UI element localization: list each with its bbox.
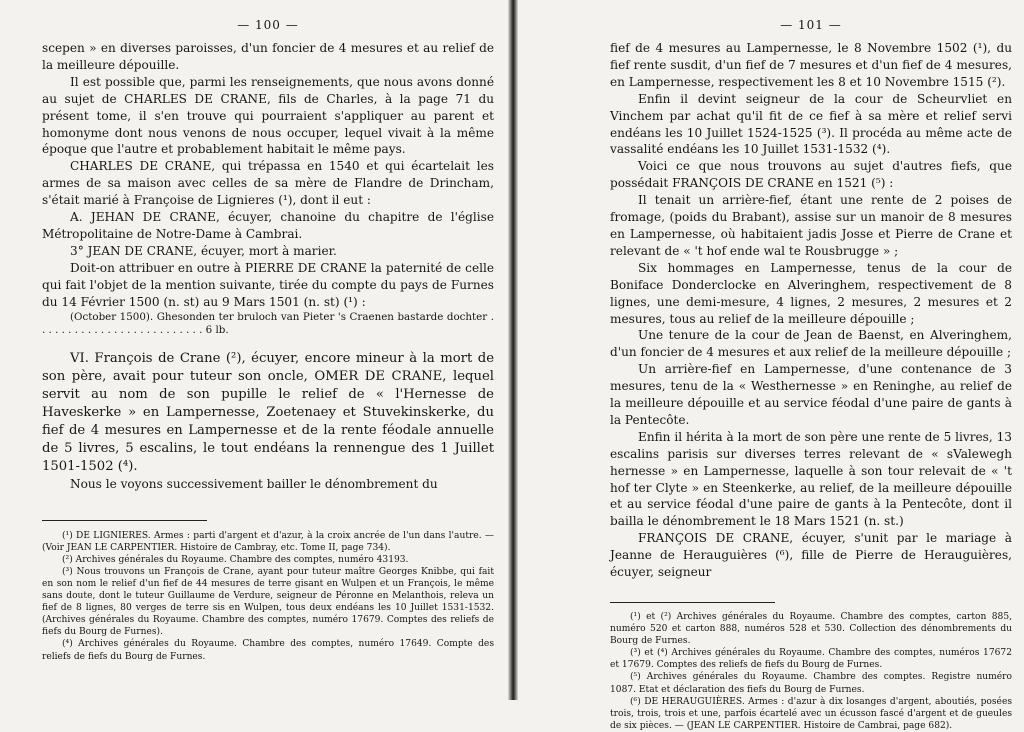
footnote-divider [610,602,775,603]
page-number: — 100 — [237,18,299,32]
body-text [610,40,1012,581]
footnote: (¹) DE LIGNIERES. Armes : parti d'argent et d'azur, à la croix ancrée de l'un dans l'autre. — (Voir JEAN LE CARPENTIER. Histoire de Cambray, etc. Tome II, page 734). [42,530,494,553]
paragraph: fief de 4 mesures au Lampernesse, le 8 Novembre 1502 (¹), du fief rente susdit, d'un fief de 7 mesures et d'un fief de 4 mesures, en Lampernesse, respectivement les 8 et 10 Novembre 1515 (²). [610,41,1012,89]
footnote: (³) Nous trouvons un François de Crane, ayant pour tuteur maître Georges Knibbe, qui fait en son nom le relief d'un fief de 44 mesures de terre gisant en Wulpen et un François, le même sans doute, dont le tuteur Guillaume de Verdure, seigneur de Péronne en Melanthois, releva un fief de 8 lignes, 80 verges de terre sis en Wulpen, tous deux endéans les 10 Juillet 1531-1532. (Archives générales du Royaume. Chambre des comptes, numéro 17679. Comptes des reliefs de fiefs du Bourg de Furnes). [42,566,494,638]
footnote-divider [42,520,207,521]
footnote: (³) et (⁴) Archives générales du Royaume. Chambre des comptes, numéros 17672 et 17679. Comptes des reliefs de fiefs du Bourg de Furnes. [610,648,1012,671]
footnote: (¹) et (²) Archives générales du Royaume. Chambre des comptes, carton 885, numéro 520 et carton 888, numéros 528 et 530. Collection des dénombrements du Bourg de Furnes. [610,612,1012,647]
paragraph: Nous le voyons successivement bailler le dénombrement du [70,476,438,491]
paragraph: Enfin il hérita à la mort de son père une rente de 5 livres, 13 escalins parisis sur diverses terres relevant de « sValewegh hernesse » en Lampernesse, laquelle à son tour relevait de « 't hof ter Clyte » en Steenkerke, au relief, de la meilleure dépouille et au service féodal d'une paire de gants à la Pentecôte, dont il bailla le dénombrement le 18 Mars 1521 (n. st.) [610,429,1012,529]
footnote: (⁴) Archives générales du Royaume. Chambre des comptes, numéro 17649. Compte des reliefs de fiefs du Bourg de Furnes. [42,639,494,662]
footnotes [42,530,494,663]
paragraph: Une tenure de la cour de Jean de Baenst, en Alveringhem, d'un foncier de 4 mesures et aux relief de la meilleure dépouille ; [610,328,1012,360]
paragraph: scepen » en diverses paroisses, d'un foncier de 4 mesures et au relief de la meilleure dépouille. [42,41,494,72]
footnote: (⁵) Archives générales du Royaume. Chambre des comptes. Registre numéro 1087. Etat et déclaration des fiefs du Bourg de Furnes. [610,672,1012,695]
paragraph: Voici ce que nous trouvons au sujet d'autres fiefs, que possédait FRANÇOIS DE CRANE en 1521 (⁵) : [610,159,1012,191]
right-page [516,0,1024,731]
footnote: (⁶) DE HERAUGUIÈRES. Armes : d'azur à dix losanges d'argent, aboutiés, posées trois, trois, trois et une, parfois écartelé avec un écusson fascé d'argent et de gueules de six pièces. — (JEAN LE CARPENTIER. Histoire de Cambrai, page 682). [610,696,1012,731]
section-heading-paragraph: VI. François de Crane (²), écuyer, encore mineur à la mort de son père, avait pour tuteur son oncle, OMER DE CRANE, lequel servit au nom de son pupille le relief de « l'Hernesse de Haveskerke » en Lampernesse, Zoetenaey et Stuvekinskerke, du fief de 4 mesures en Lampernesse et de la rente féodale annuelle de 5 livres, 5 escalins, le tout endéans la rennengue des 1 Juillet 1501-1502 (⁴). [42,350,494,474]
paragraph: Il est possible que, parmi les renseignements, que nous avons donné au sujet de CHARLES DE CRANE, fils de Charles, à la page 71 du présent tome, il s'en trouve qui pourraient s'appliquer au parent et homonyme dont nous venons de nous occuper, lequel vivait à la même époque que l'autre et probablement habitait le même pays. [42,74,494,157]
paragraph: 3° JEAN DE CRANE, écuyer, mort à marier. [70,243,337,258]
paragraph: Doit-on attribuer en outre à PIERRE DE CRANE la paternité de celle qui fait l'objet de la mention suivante, tirée du compte du pays de Furnes du 14 Février 1500 (n. st) au 9 Mars 1501 (n. st) (¹) : [42,260,494,309]
paragraph: Il tenait un arrière-fief, étant une rente de 2 poises de fromage, (poids du Brabant), assise sur un manoir de 8 mesures en Lampernesse, où habitaient jadis Josse et Pierre de Crane et relevant de « 't hof ende wal te Rousbrugge » ; [610,193,1012,258]
left-page [0,0,510,700]
paragraph: A. JEHAN DE CRANE, écuyer, chanoine du chapitre de l'église Métropolitaine de Notre-Dame à Cambrai. [42,210,494,241]
paragraph: FRANÇOIS DE CRANE, écuyer, s'unit par le mariage à Jeanne de Herauguières (⁶), fille de Pierre de Herauguières, écuyer, seigneur [610,531,1012,580]
paragraph: Six hommages en Lampernesse, tenus de la cour de Boniface Donderclocke en Alveringhem, respectivement de 8 lignes, une demi-mesure, 4 lignes, 2 mesures, 2 mesures et 2 mesures, tous au relief de la meilleure dépouille ; [610,260,1012,326]
footnote: (²) Archives générales du Royaume. Chambre des comptes, numéro 43193. [62,554,409,565]
quoted-excerpt: (October 1500). Ghesonden ter bruloch van Pieter 's Craenen bastarde dochter . . . . . . . . . . . . . . . . . . . . . . . . . . 6 lb. [42,310,494,337]
page-number: — 101 — [780,18,842,32]
footnotes [610,611,1012,732]
paragraph: CHARLES DE CRANE, qui trépassa en 1540 et qui écartelait les armes de sa maison avec celles de sa mère de Flandre de Drincham, s'était marié à Françoise de Lignieres (¹), dont il eut : [42,159,494,208]
body-text [42,40,494,493]
paragraph: Enfin il devint seigneur de la cour de Scheurvliet en Vinchem par achat qu'il fit de ce fief à sa mère et relief servi endéans les 10 Juillet 1524-1525 (³). Il procéda au même acte de vassalité endéans les 10 Juillet 1531-1532 (⁴). [610,91,1012,157]
paragraph: Un arrière-fief en Lampernesse, d'une contenance de 3 mesures, tenu de la « Westhernesse » en Reninghe, au relief de la meilleure dépouille et au service féodal d'une paire de gants à la Pentecôte. [610,362,1012,427]
